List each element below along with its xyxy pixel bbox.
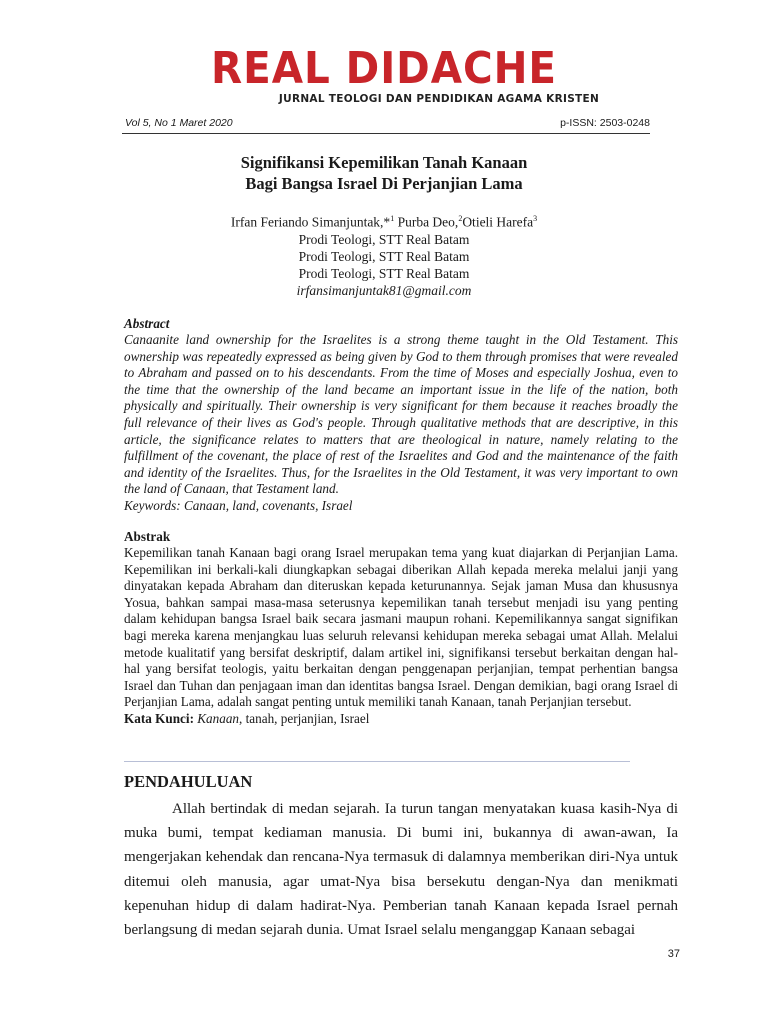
affiliation-3: Prodi Teologi, STT Real Batam [298, 265, 470, 281]
affiliation-1: Prodi Teologi, STT Real Batam [298, 231, 470, 247]
abstract-keywords: Keywords: Canaan, land, covenants, Israel [124, 497, 353, 513]
intro-body [124, 797, 678, 942]
journal-logo-title: REAL DIDACHE [211, 43, 557, 94]
affiliation-2: Prodi Teologi, STT Real Batam [298, 248, 470, 264]
author-names [0, 210, 768, 231]
author-2-sup: 2 [458, 214, 463, 223]
header-divider [122, 133, 650, 134]
journal-logo-subtitle: JURNAL TEOLOGI DAN PENDIDIKAN AGAMA KRISTEN [278, 93, 600, 105]
abstrak-body [124, 545, 678, 728]
abstrak-keywords [124, 711, 678, 728]
keywords-label: Kata Kunci: [124, 710, 194, 726]
abstrak-heading: Abstrak [124, 529, 171, 544]
abstract-text: Canaanite land ownership for the Israelites is a strong theme taught in the Old Testament. This ownership was repeatedly expressed as being given by God to them through promises that were revealed to Abraham and passed on to his descendants. From the time of Moses and especially Joshua, even to the time that the ownership of the land became an important issue in the life of the nation, both physically and spiritually. Their ownership is very significant for them because it reaches broadly the full relevance of their lives as God's people. Through qualitative methods that are descriptive, in this article, the significance relates to matters that are theological in nature, namely relating to the fulfillment of the covenant, the place of rest of the Israelites and God and the maintenance of the faith and identity of the Israelites. Thus, for the Israelites in the Old Testament, it was very important to own the land of Canaan, that Testament land. [124, 332, 678, 497]
abstract-heading: Abstract [124, 316, 170, 331]
author-2: Purba Deo, [394, 214, 459, 230]
author-3-sup: 3 [533, 214, 538, 223]
article-title-line-1: Signifikansi Kepemilikan Tanah Kanaan [240, 153, 528, 172]
abstrak-text: Kepemilikan tanah Kanaan bagi orang Israel merupakan tema yang kuat diajarkan di Perjanjian Lama. Kepemilikan ini berkali-kali diungkapkan sebagai diberikan Allah kepada mereka melalui janji yang dinyatakan kepada Abraham dan diteruskan kepada keturunannya. Sejak jaman Musa dan khususnya Yosua, bahkan sampai masa-masa seterusnya kepemilikan tanah tersebut menjadi isu yang penting dalam kehidupan bangsa Israel baik secara jasmani maupun rohani. Kepemilikannya sangat signifikan bagi mereka karena menjangkau luas seluruh relevansi kehidupan mereka sebagai umat Allah. Melalui metode kualitatif yang bersifat deskriptif, dalam artikel ini, signifikansi tersebut berkaitan dengan hal-hal yang bersifat teologis, yaitu berkaitan dengan penggenapan perjanjian, tempat perhentian bangsa Israel dan Tuhan dan penjagaan iman dan identitas bangsa Israel. Dengan demikian, bagi orang Israel di Perjanjian Lama, adalah sangat penting untuk memiliki tanah Kanaan, tanah Perjanjian tersebut. [124, 545, 678, 710]
page-number: 37 [667, 948, 680, 960]
keyword-first: Kanaan [197, 710, 240, 726]
article-title-line-2: Bagi Bangsa Israel Di Perjanjian Lama [245, 174, 523, 193]
section-divider [124, 761, 630, 762]
author-block [0, 210, 768, 299]
author-3: Otieli Harefa [462, 214, 534, 230]
abstract-body [124, 332, 678, 515]
author-email[interactable]: irfansimanjuntak81@gmail.com [296, 282, 472, 298]
keywords-rest: , tanah, perjanjian, Israel [239, 710, 370, 726]
author-1-sup: 1 [390, 214, 395, 223]
section-heading: PENDAHULUAN [124, 772, 253, 791]
journal-logo [0, 43, 768, 105]
article-title [0, 152, 768, 194]
volume-info: Vol 5, No 1 Maret 2020 [125, 117, 233, 129]
issn-info: p-ISSN: 2503-0248 [560, 117, 650, 129]
author-1: Irfan Feriando Simanjuntak,* [230, 214, 391, 230]
intro-paragraph: Allah bertindak di medan sejarah. Ia turun tangan menyatakan kuasa kasih-Nya di muka bumi, tempat kediaman manusia. Di bumi ini, bukannya di awan-awan, Ia mengerjakan kehendak dan rencana-Nya termasuk di dalamnya memberikan diri-Nya untuk ditemui oleh manusia, agar umat-Nya bisa bersekutu dengan-Nya dan menikmati kepenuhan hidup di dalam hadirat-Nya. Pemberian tanah Kanaan kepada Israel pernah berlangsung di medan sejarah dunia. Umat Israel selalu menganggap Kanaan sebagai [124, 801, 678, 939]
